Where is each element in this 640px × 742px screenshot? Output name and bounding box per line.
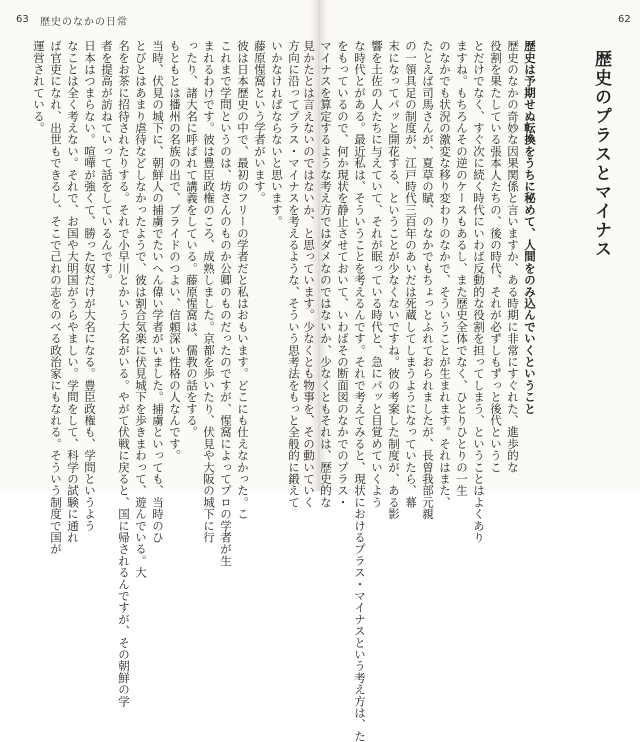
text-line: とだけでなく、すぐ次に続く時代にいわば反動的な役割を担ってしまう、ということはよくあり: [472, 40, 486, 544]
text-line: もともとは播州の名族の出で、プライドのつよい、信頼深い性格の人なんです。: [168, 40, 182, 462]
text-line: 当時、伏見の城下に、朝鮮人の捕虜でたいへん偉い学者がいました。捕虜といっても、当時のひ: [151, 40, 165, 544]
text-line: ますね。もちろんその逆のケースもあるし、また歴史全体でなく、ひとりひとりの一生: [455, 40, 469, 497]
right-page-body: [302, 40, 572, 742]
text-line: たとえば司馬さんが、夏草の賦、のなかでもちょっとふれておられましたが、長曽我部元親: [421, 40, 435, 520]
text-line: 者を提高が訪ねていって話をしているんです。: [100, 40, 114, 286]
text-line: の一領具足の制度が、江戸時代三百年のあいだは死蔵してしまうようになっていたら、幕: [404, 40, 418, 508]
text-line: 名をお茶に招待されたりする。それで小早川とかいう大名がいる。やがて伏戦に戻ると、国に帰されるんですが、その朝鮮の学: [117, 40, 131, 707]
text-line: ば官吏になれ、出世もできるし、そこで己れの志をのべる政治家にもなれる。そういう制度で国が: [49, 40, 63, 555]
left-running-title: 歴史のなかの日常: [40, 17, 128, 28]
text-line: をもっているので、何か現状を静止させておいて、いわばその断面図のなかでのプラス・: [336, 40, 350, 508]
left-page-body: [16, 40, 302, 707]
left-page-number: 63: [16, 14, 29, 25]
left-page: [0, 0, 316, 707]
lead-line: 歴史は予期せぬ転換をうちに秘めて、人間をのみ込んでいくということ: [523, 40, 537, 415]
text-line: な時代とがある。最近私は、そういうことを考えるんです。それで考えてみると、現状におけるプラス・マイナスという考え方は、た: [353, 40, 367, 742]
section-heading: 歴史のプラスとマイナス: [591, 50, 611, 259]
text-line: 日本はつまらない。喧嘩が強くて、勝った奴だけが大名になる。豊臣政権も、学問というよう: [83, 40, 97, 532]
text-line: 響を土佐の人たちに与えていて、それが眠っている時代と、急にパッと目覚めていくよう: [370, 40, 384, 508]
text-line: これまで学問というのは、坊さんのものか公卿のものだったのですが、惺窩によってプロの学者が生: [219, 40, 233, 567]
text-line: 運営されている。: [32, 40, 46, 134]
text-line: まれるわけです。彼は豊臣政権のころ、成熟しました。京都を歩いたり、伏見や大阪の城下に行: [202, 40, 216, 544]
right-page-number: 62: [618, 14, 631, 25]
text-line: ったり、諸大名に呼ばれて講義をしている。藤原惺窩は、儒教の話をする。: [185, 40, 199, 438]
text-line: なことは全く考えない。それで、お国や大明国がうらやましい。学問をして、科学の試験に通れ: [66, 40, 80, 544]
text-line: とびとはあまり虐待などしなかったようで、彼は割合気楽に伏見城下を歩きまわって、遊んでいる。大: [134, 40, 148, 579]
text-line: のなかでも状況の激変な移り変わりのなかで、そういうことが生まれます。それはまた、: [438, 40, 452, 508]
text-line: マイナスを算定するような考え方ではダメなのではないか、少なくともそれは、歴史的な: [319, 40, 333, 508]
text-line: 方向に沿ってプラス・マイナスを考えるような、そういう思考法をもっと全般的に鍛えて: [287, 40, 301, 508]
text-line: 役割を果たしている張本人たちの、後の時代、それが必ずしもずっと後代というこ: [489, 40, 503, 473]
text-line: 見かたとは言えないのではないか、と思っています。少なくとも物事を、その動いていく: [302, 40, 316, 508]
text-line: 藤原惺窩という学者がいます。: [253, 40, 267, 204]
text-line: いかなければならないと思います。: [270, 40, 284, 228]
text-line: 末になってパッと開花する、ということが少なくないですね。彼の考案した制度が、ある影: [387, 40, 401, 520]
text-line: 歴史のなかの奇妙な因果関係と言いますか、ある時期に非常にすぐれた、進歩的な: [506, 40, 520, 473]
text-line: 彼は日本歴史の中で、最初のフリーの学者だと私はおもいます。どこにも仕えなかった。こ: [236, 40, 250, 520]
